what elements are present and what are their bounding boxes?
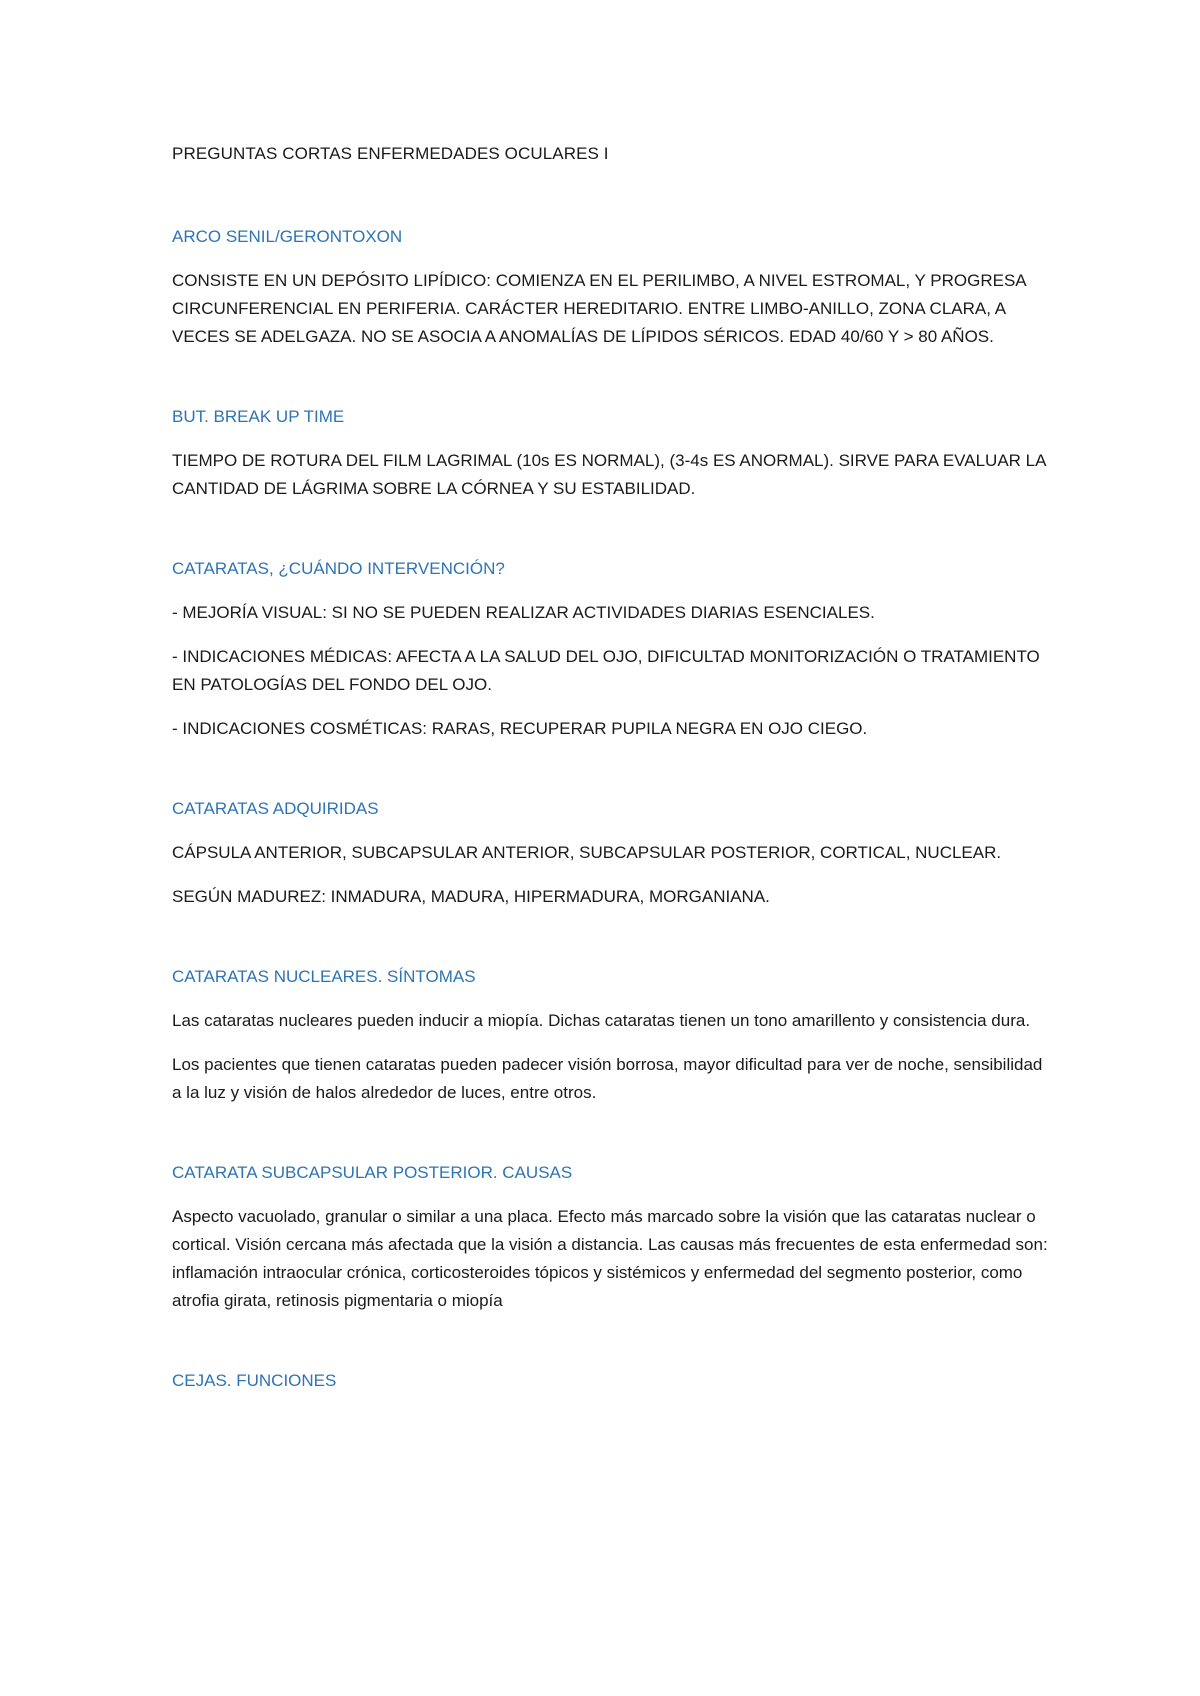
paragraph: - INDICACIONES MÉDICAS: AFECTA A LA SALUD DEL OJO, DIFICULTAD MONITORIZACIÓN O TRATAMIENTO EN PATOLOGÍAS DEL FONDO DEL OJO. <box>172 647 1040 694</box>
section-heading: BUT. BREAK UP TIME <box>172 407 345 426</box>
section-cataratas-nucleares <box>172 963 1052 1107</box>
section-but <box>172 403 1052 503</box>
paragraph: Los pacientes que tienen cataratas pueden padecer visión borrosa, mayor dificultad para ver de noche, sensibilidad a la luz y visión de halos alrededor de luces, entre otros. <box>172 1055 1043 1102</box>
paragraph: TIEMPO DE ROTURA DEL FILM LAGRIMAL (10s ES NORMAL), (3-4s ES ANORMAL). SIRVE PARA EVALUAR LA CANTIDAD DE LÁGRIMA SOBRE LA CÓRNEA Y SU ESTABILIDAD. <box>172 451 1046 498</box>
section-arco-senil <box>172 223 1052 351</box>
paragraph: - INDICACIONES COSMÉTICAS: RARAS, RECUPERAR PUPILA NEGRA EN OJO CIEGO. <box>172 719 868 738</box>
section-catarata-subcapsular <box>172 1159 1052 1315</box>
section-cejas <box>172 1367 1052 1395</box>
section-heading: CATARATAS, ¿CUÁNDO INTERVENCIÓN? <box>172 559 505 578</box>
document-title: PREGUNTAS CORTAS ENFERMEDADES OCULARES I <box>172 144 609 163</box>
paragraph: Las cataratas nucleares pueden inducir a miopía. Dichas cataratas tienen un tono amarillento y consistencia dura. <box>172 1011 1031 1030</box>
section-heading: CEJAS. FUNCIONES <box>172 1371 337 1390</box>
section-heading: CATARATAS NUCLEARES. SÍNTOMAS <box>172 967 476 986</box>
section-heading: CATARATAS ADQUIRIDAS <box>172 799 379 818</box>
section-cataratas-intervencion <box>172 555 1052 743</box>
document-page <box>172 140 1052 1447</box>
paragraph: - MEJORÍA VISUAL: SI NO SE PUEDEN REALIZAR ACTIVIDADES DIARIAS ESENCIALES. <box>172 603 875 622</box>
paragraph: CÁPSULA ANTERIOR, SUBCAPSULAR ANTERIOR, SUBCAPSULAR POSTERIOR, CORTICAL, NUCLEAR. <box>172 843 1002 862</box>
section-heading: CATARATA SUBCAPSULAR POSTERIOR. CAUSAS <box>172 1163 573 1182</box>
paragraph: Aspecto vacuolado, granular o similar a una placa. Efecto más marcado sobre la visión que las cataratas nuclear o cortical. Visión cercana más afectada que la visión a distancia. Las causas más frecuentes de esta enfermedad son: inflamación intraocular crónica, corticosteroides tópicos y sistémicos y enfermedad del segmento posterior, como atrofia girata, retinosis pigmentaria o miopía <box>172 1207 1048 1310</box>
paragraph: SEGÚN MADUREZ: INMADURA, MADURA, HIPERMADURA, MORGANIANA. <box>172 887 770 906</box>
section-heading: ARCO SENIL/GERONTOXON <box>172 227 403 246</box>
paragraph: CONSISTE EN UN DEPÓSITO LIPÍDICO: COMIENZA EN EL PERILIMBO, A NIVEL ESTROMAL, Y PROGRESA CIRCUNFERENCIAL EN PERIFERIA. CARÁCTER HEREDITARIO. ENTRE LIMBO-ANILLO, ZONA CLARA, A VECES SE ADELGAZA. NO SE ASOCIA A ANOMALÍAS DE LÍPIDOS SÉRICOS. EDAD 40/60 Y > 80 AÑOS. <box>172 271 1026 346</box>
section-cataratas-adquiridas <box>172 795 1052 911</box>
